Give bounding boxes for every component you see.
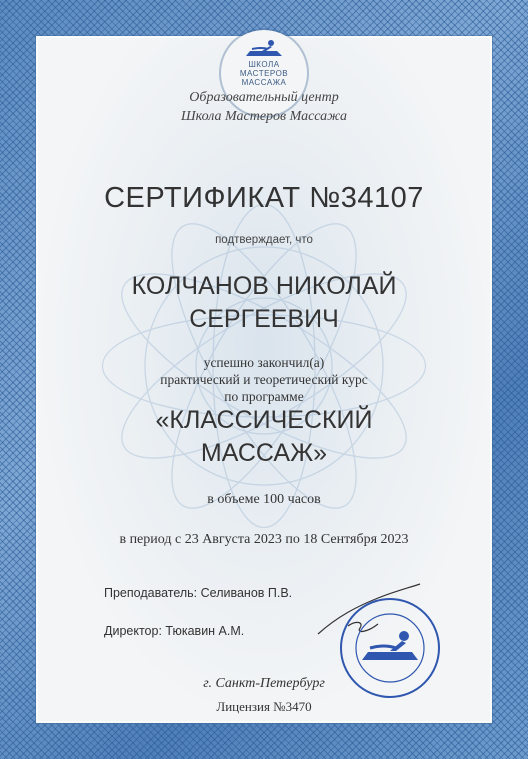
completion-line-3: по программе bbox=[224, 389, 304, 404]
recipient-name-line-2: СЕРГЕЕВИЧ bbox=[189, 305, 339, 333]
course-name-line-1: «КЛАССИЧЕСКИЙ bbox=[155, 406, 373, 434]
confirms-text: подтверждает, что bbox=[215, 234, 313, 246]
course-hours: в объеме 100 часов bbox=[207, 492, 321, 507]
certificate-title: СЕРТИФИКАТ №34107 bbox=[104, 182, 424, 214]
teacher-signature-line: Преподаватель: Селиванов П.В. bbox=[104, 586, 293, 600]
completion-line-2: практический и теоретический курс bbox=[160, 372, 368, 387]
course-period: в период с 23 Августа 2023 по 18 Сентября 2023 bbox=[119, 532, 409, 547]
organization-line-1: Образовательный центр bbox=[189, 90, 339, 105]
certificate-paper bbox=[36, 36, 492, 723]
completion-text bbox=[36, 354, 492, 405]
recipient-name bbox=[36, 270, 492, 336]
organization-name bbox=[36, 88, 492, 126]
logo-text-line-1: ШКОЛА bbox=[248, 60, 280, 69]
completion-line-1: успешно закончил(а) bbox=[203, 355, 325, 370]
city: г. Санкт-Петербург bbox=[203, 676, 325, 691]
license-number: Лицензия №3470 bbox=[216, 699, 312, 714]
organization-line-2: Школа Мастеров Массажа bbox=[181, 109, 347, 124]
logo-text-line-2: МАСТЕРОВ bbox=[239, 69, 289, 78]
course-name bbox=[36, 404, 492, 470]
massage-logo-icon bbox=[244, 38, 284, 60]
director-signature-line: Директор: Тюкавин А.М. bbox=[104, 624, 245, 638]
recipient-name-line-1: КОЛЧАНОВ НИКОЛАЙ bbox=[131, 272, 397, 300]
logo-text-line-3: МАССАЖА bbox=[241, 78, 287, 87]
course-name-line-2: МАССАЖ» bbox=[200, 439, 328, 467]
